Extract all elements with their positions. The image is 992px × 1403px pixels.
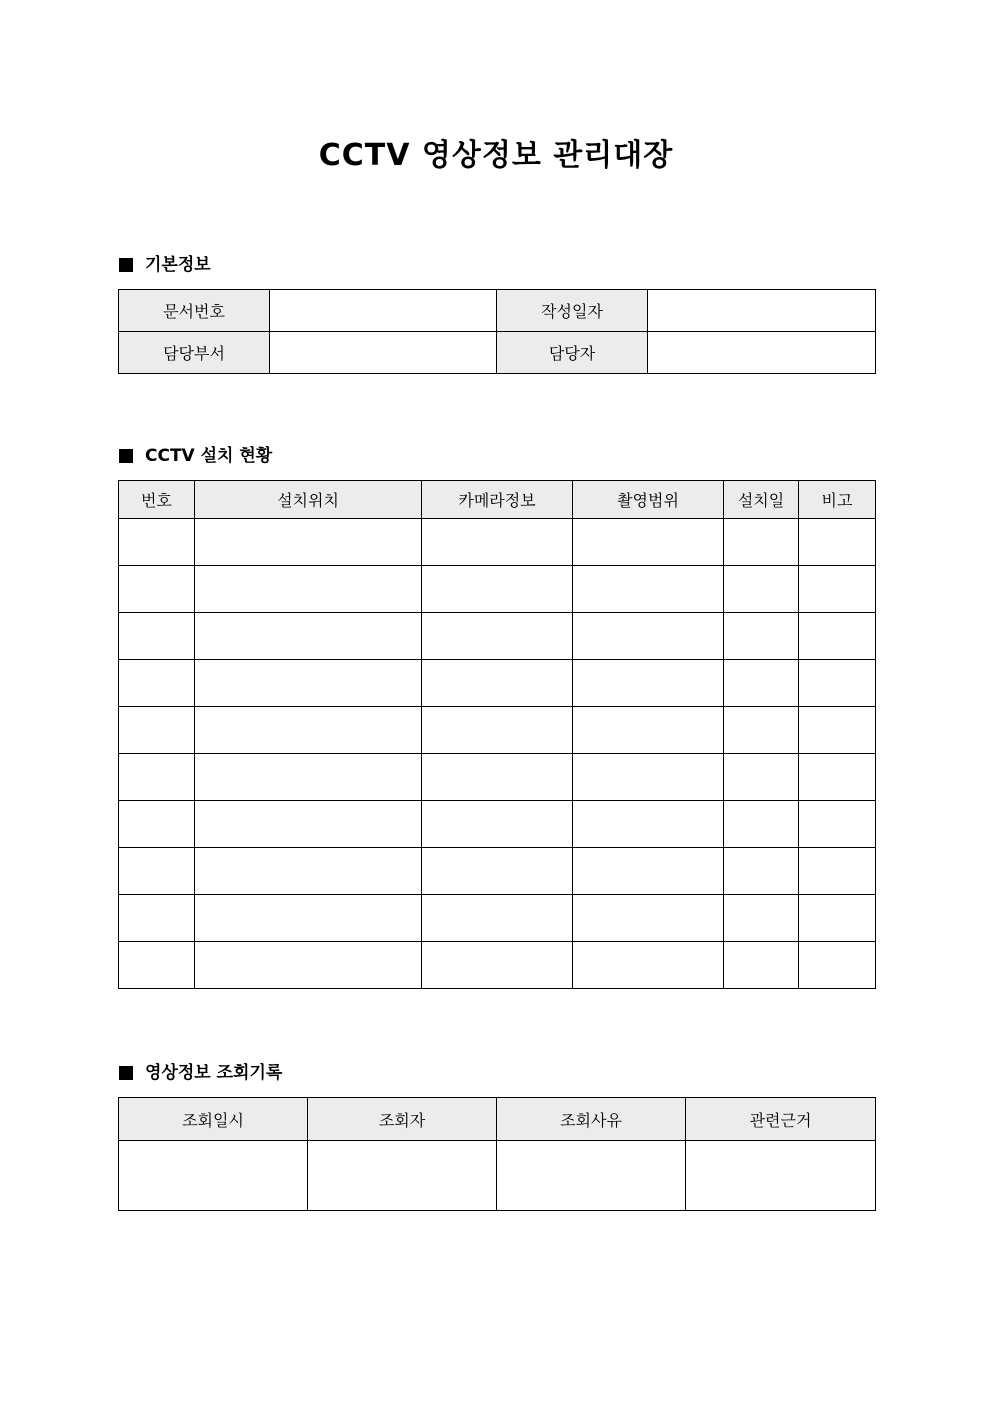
table-row (119, 848, 876, 895)
table-header-row (119, 1098, 876, 1141)
black-square-icon (119, 449, 133, 463)
document-title: CCTV 영상정보 관리대장 (318, 138, 674, 173)
table-cell[interactable] (573, 754, 724, 801)
written-date-label: 작성일자 (497, 290, 648, 332)
column-header-number: 번호 (119, 481, 195, 519)
table-row (119, 290, 876, 332)
table-cell[interactable] (422, 848, 573, 895)
table-cell[interactable] (724, 801, 799, 848)
black-square-icon (119, 258, 133, 272)
table-cell[interactable] (724, 895, 799, 942)
table-cell[interactable] (573, 660, 724, 707)
table-cell[interactable] (195, 660, 422, 707)
section-heading-view-record (119, 1061, 282, 1085)
table-cell[interactable] (799, 754, 876, 801)
column-header-remarks: 비고 (799, 481, 876, 519)
table-cell[interactable] (497, 1141, 686, 1211)
table-cell[interactable] (195, 848, 422, 895)
table-cell[interactable] (422, 660, 573, 707)
table-row (119, 613, 876, 660)
table-cell[interactable] (724, 942, 799, 989)
table-cell[interactable] (422, 566, 573, 613)
table-cell[interactable] (724, 566, 799, 613)
table-cell[interactable] (119, 707, 195, 754)
table-row (119, 566, 876, 613)
table-cell[interactable] (119, 660, 195, 707)
table-cell[interactable] (119, 801, 195, 848)
table-cell[interactable] (195, 754, 422, 801)
table-cell[interactable] (573, 848, 724, 895)
table-cell[interactable] (119, 1141, 308, 1211)
column-header-install-date: 설치일 (724, 481, 799, 519)
table-cell[interactable] (422, 895, 573, 942)
table-cell[interactable] (119, 519, 195, 566)
table-cell[interactable] (799, 519, 876, 566)
table-cell[interactable] (119, 754, 195, 801)
department-label: 담당부서 (119, 332, 270, 374)
table-cell[interactable] (799, 566, 876, 613)
table-cell[interactable] (724, 707, 799, 754)
section-heading-basic-info (119, 253, 211, 277)
table-header-row (119, 481, 876, 519)
manager-field[interactable] (648, 332, 876, 374)
table-cell[interactable] (422, 942, 573, 989)
section-heading-label: 영상정보 조회기록 (145, 1063, 283, 1083)
table-cell[interactable] (724, 754, 799, 801)
table-row (119, 895, 876, 942)
manager-label: 담당자 (497, 332, 648, 374)
table-cell[interactable] (573, 942, 724, 989)
table-cell[interactable] (573, 801, 724, 848)
table-cell[interactable] (724, 519, 799, 566)
section-heading-label: 기본정보 (145, 255, 211, 275)
column-header-recording-range: 촬영범위 (573, 481, 724, 519)
table-row (119, 801, 876, 848)
table-cell[interactable] (195, 707, 422, 754)
installation-table (118, 480, 876, 989)
table-cell[interactable] (686, 1141, 876, 1211)
table-cell[interactable] (422, 613, 573, 660)
table-cell[interactable] (422, 801, 573, 848)
table-cell[interactable] (573, 613, 724, 660)
column-header-viewer: 조회자 (308, 1098, 497, 1141)
table-row (119, 1141, 876, 1211)
table-row (119, 754, 876, 801)
table-cell[interactable] (195, 801, 422, 848)
view-record-table (118, 1097, 876, 1211)
table-cell[interactable] (195, 519, 422, 566)
column-header-location: 설치위치 (195, 481, 422, 519)
table-row (119, 519, 876, 566)
table-cell[interactable] (799, 895, 876, 942)
department-field[interactable] (270, 332, 497, 374)
table-row (119, 332, 876, 374)
table-cell[interactable] (195, 613, 422, 660)
basic-info-table (118, 289, 876, 374)
table-cell[interactable] (119, 613, 195, 660)
column-header-view-reason: 조회사유 (497, 1098, 686, 1141)
column-header-camera-info: 카메라정보 (422, 481, 573, 519)
table-cell[interactable] (799, 942, 876, 989)
table-row (119, 660, 876, 707)
table-cell[interactable] (724, 613, 799, 660)
black-square-icon (119, 1066, 133, 1080)
table-cell[interactable] (799, 707, 876, 754)
column-header-legal-basis: 관련근거 (686, 1098, 876, 1141)
table-cell[interactable] (195, 895, 422, 942)
table-cell[interactable] (573, 895, 724, 942)
table-cell[interactable] (799, 660, 876, 707)
table-row (119, 942, 876, 989)
table-cell[interactable] (422, 519, 573, 566)
table-cell[interactable] (573, 707, 724, 754)
table-cell[interactable] (422, 707, 573, 754)
table-cell[interactable] (422, 754, 573, 801)
table-cell[interactable] (119, 566, 195, 613)
section-heading-label: CCTV 설치 현황 (145, 446, 273, 466)
table-row (119, 707, 876, 754)
table-cell[interactable] (308, 1141, 497, 1211)
table-cell[interactable] (195, 566, 422, 613)
table-cell[interactable] (799, 848, 876, 895)
table-cell[interactable] (799, 613, 876, 660)
written-date-field[interactable] (648, 290, 876, 332)
table-cell[interactable] (119, 942, 195, 989)
table-cell[interactable] (119, 895, 195, 942)
table-cell[interactable] (573, 566, 724, 613)
column-header-view-datetime: 조회일시 (119, 1098, 308, 1141)
table-cell[interactable] (195, 942, 422, 989)
table-cell[interactable] (573, 519, 724, 566)
table-cell[interactable] (799, 801, 876, 848)
doc-number-field[interactable] (270, 290, 497, 332)
table-cell[interactable] (724, 848, 799, 895)
doc-number-label: 문서번호 (119, 290, 270, 332)
section-heading-installation (119, 444, 272, 468)
table-cell[interactable] (724, 660, 799, 707)
table-cell[interactable] (119, 848, 195, 895)
